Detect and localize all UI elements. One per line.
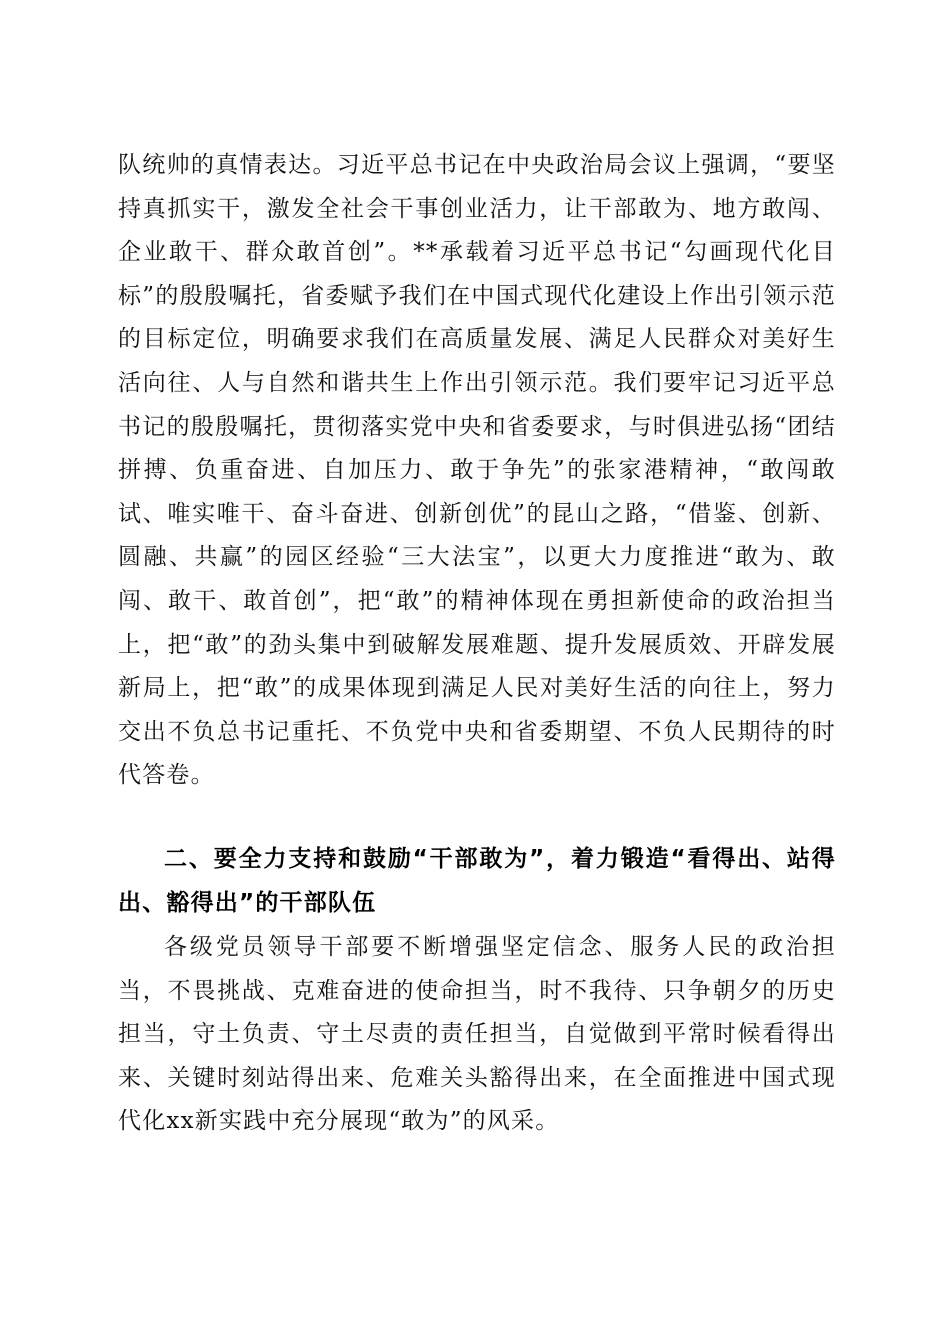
section-heading-2: 二、要全力支持和鼓励“干部敢为”，着力锻造“看得出、站得出、豁得出”的干部队伍: [118, 846, 836, 916]
body-paragraph-2: 各级党员领导干部要不断增强坚定信念、服务人民的政治担当，不畏挑战、克难奋进的使命担当，时不我待、只争朝夕的历史担当，守土负责、守土尽责的责任担当，自觉做到平常时候看得出来、关键时刻站得出来、危难关头豁得出来，在全面推进中国式现代化xx新实践中充分展现“敢为”的风采。: [118, 934, 836, 1135]
body-paragraph-1: 队统帅的真情表达。习近平总书记在中央政治局会议上强调，“要坚持真抓实干，激发全社会干事创业活力，让干部敢为、地方敢闯、企业敢干、群众敢首创”。**承载着习近平总书记“勾画现代化目标”的殷殷嘱托，省委赋予我们在中国式现代化建设上作出引领示范的目标定位，明确要求我们在高质量发展、满足人民群众对美好生活向往、人与自然和谐共生上作出引领示范。我们要牢记习近平总书记的殷殷嘱托，贯彻落实党中央和省委要求，与时俱进弘扬“团结拼搏、负重奋进、自加压力、敢于争先”的张家港精神，“敢闯敢试、唯实唯干、奋斗奋进、创新创优”的昆山之路，“借鉴、创新、圆融、共赢”的园区经验“三大法宝”，以更大力度推进“敢为、敢闯、敢干、敢首创”，把“敢”的精神体现在勇担新使命的政治担当上，把“敢”的劲头集中到破解发展难题、提升发展质效、开辟发展新局上，把“敢”的成果体现到满足人民对美好生活的向往上，努力交出不负总书记重托、不负党中央和省委期望、不负人民期待的时代答卷。: [118, 152, 836, 789]
